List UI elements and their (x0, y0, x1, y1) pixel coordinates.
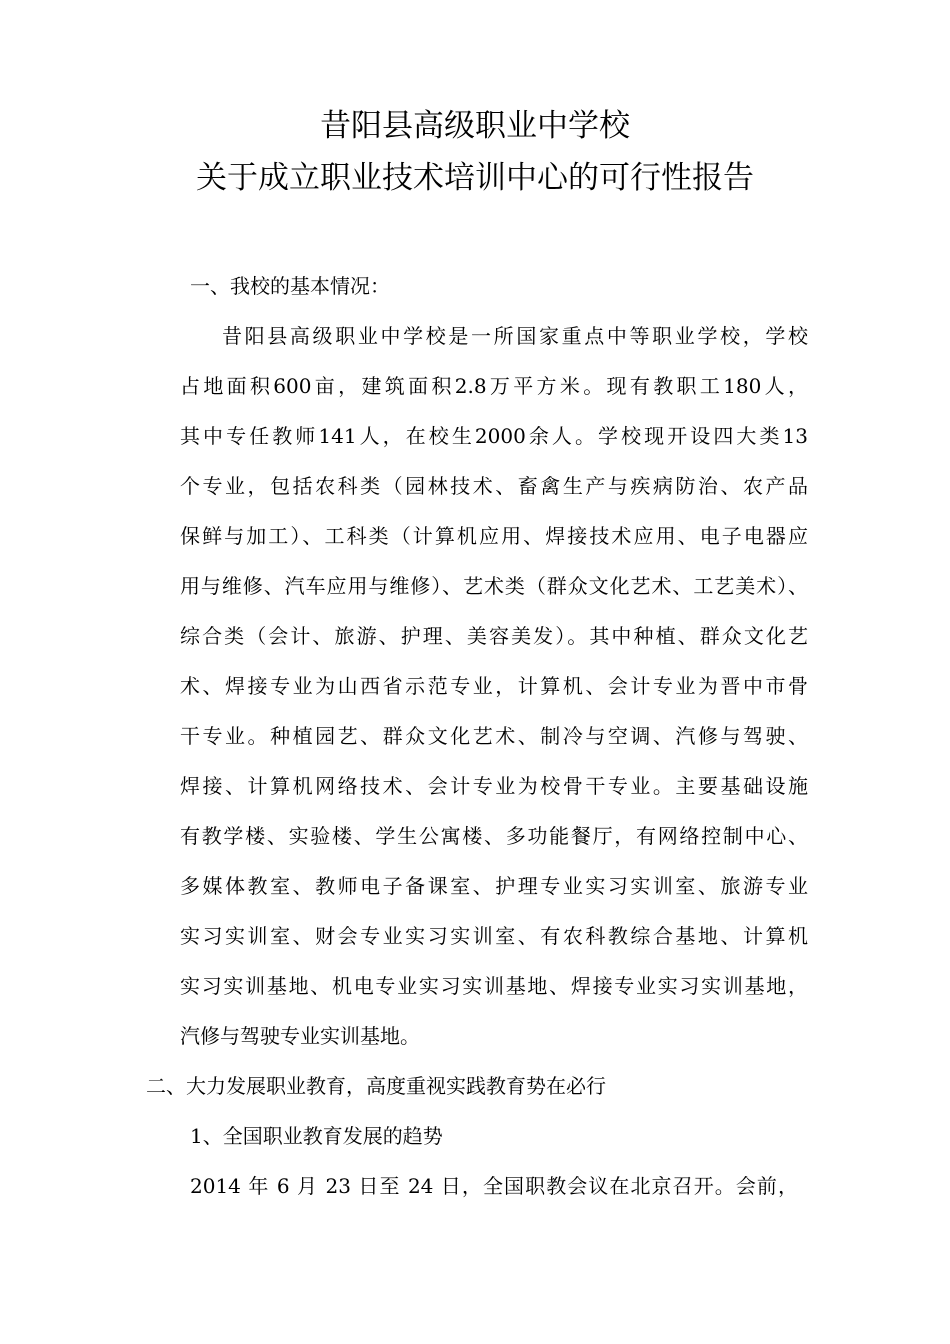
subsection-1-heading: 1、全国职业教育发展的趋势 (190, 1124, 443, 1148)
paragraph-line: 术、焊接专业为山西省示范专业，计算机、会计专业为晋中市骨 (180, 674, 808, 698)
paragraph-line: 干专业。种植园艺、群众文化艺术、制冷与空调、汽修与驾驶、 (180, 724, 808, 748)
paragraph-line: 昔阳县高级职业中学校是一所国家重点中等职业学校，学校 (222, 324, 808, 348)
document-title-line-2: 关于成立职业技术培训中心的可行性报告 (196, 160, 754, 196)
paragraph-line: 占地面积600亩，建筑面积2.8万平方米。现有教职工180人， (180, 374, 808, 398)
paragraph-line: 有教学楼、实验楼、学生公寓楼、多功能餐厅，有网络控制中心、 (180, 824, 808, 848)
paragraph-line: 焊接、计算机网络技术、会计专业为校骨干专业。主要基础设施 (180, 774, 808, 798)
document-title-line-1: 昔阳县高级职业中学校 (320, 108, 630, 144)
paragraph-line: 个专业，包括农科类（园林技术、畜禽生产与疾病防治、农产品 (180, 474, 808, 498)
paragraph-line: 综合类（会计、旅游、护理、美容美发）。其中种植、群众文化艺 (180, 624, 808, 648)
paragraph-line: 其中专任教师141人，在校生2000余人。学校现开设四大类13 (180, 424, 808, 448)
paragraph-line: 多媒体教室、教师电子备课室、护理专业实习实训室、旅游专业 (180, 874, 808, 898)
section-1-heading: 一、我校的基本情况： (190, 274, 390, 298)
paragraph-line: 实习实训室、财会专业实习实训室、有农科教综合基地、计算机 (180, 924, 808, 948)
paragraph-line: 汽修与驾驶专业实训基地。 (180, 1024, 420, 1048)
paragraph-line: 实习实训基地、机电专业实习实训基地、焊接专业实习实训基地， (180, 974, 808, 998)
paragraph-line: 用与维修、汽车应用与维修）、艺术类（群众文化艺术、工艺美术）、 (180, 574, 808, 598)
paragraph-line: 2014 年 6 月 23 日至 24 日，全国职教会议在北京召开。会前， (190, 1174, 798, 1198)
section-2-heading: 二、大力发展职业教育，高度重视实践教育势在必行 (146, 1074, 606, 1098)
paragraph-line: 保鲜与加工）、工科类（计算机应用、焊接技术应用、电子电器应 (180, 524, 808, 548)
